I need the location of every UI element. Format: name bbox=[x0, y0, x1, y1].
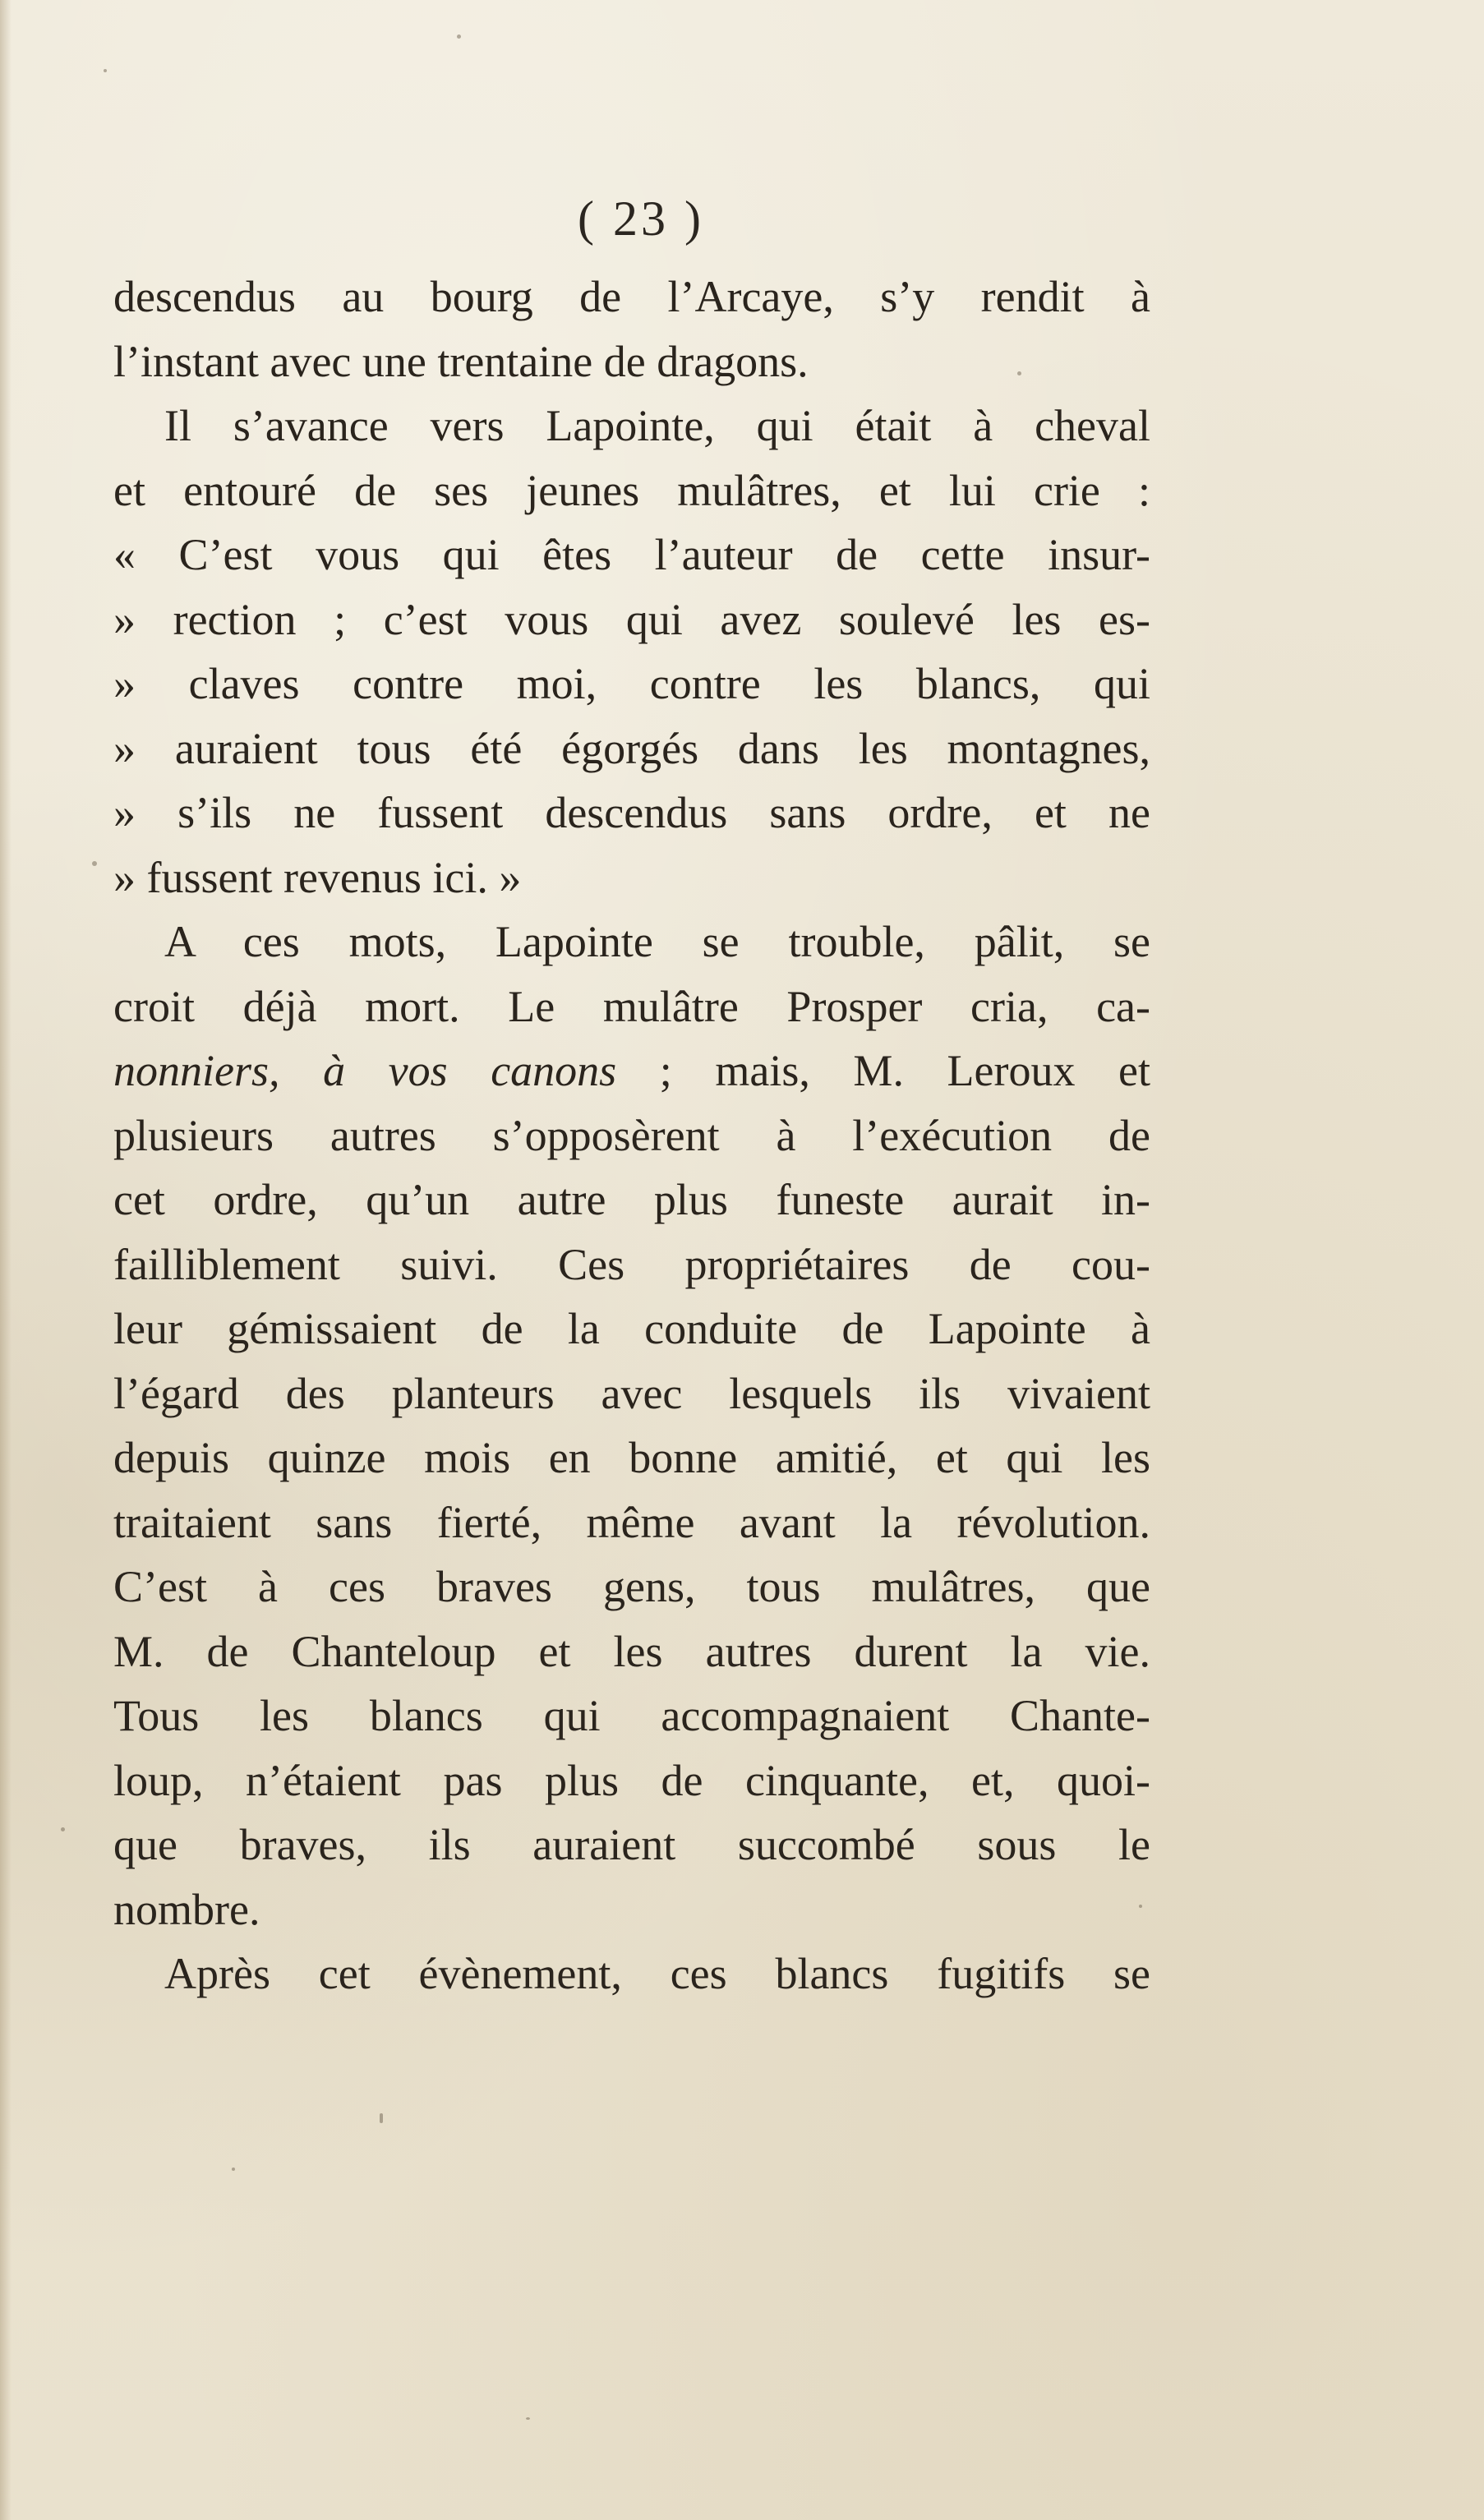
text-line: « C’est vous qui êtes l’auteur de cette insur- bbox=[113, 530, 1150, 579]
text-line: failliblement suivi. Ces propriétaires de cou- bbox=[113, 1239, 1150, 1289]
text-line: Il s’avance vers Lapointe, qui était à cheval bbox=[164, 401, 1150, 450]
text-line: A ces mots, Lapointe se trouble, pâlit, se bbox=[164, 917, 1150, 966]
text-line: croit déjà mort. Le mulâtre Prosper cria, ca- bbox=[113, 981, 1150, 1031]
text-line: Tous les blancs qui accompagnaient Chante- bbox=[113, 1691, 1150, 1740]
text-line: loup, n’étaient pas plus de cinquante, et, quoi- bbox=[113, 1755, 1150, 1805]
text-line: » rection ; c’est vous qui avez soulevé les es- bbox=[113, 594, 1150, 644]
text-line: plusieurs autres s’opposèrent à l’exécution de bbox=[113, 1110, 1150, 1160]
page-edge-shadow bbox=[0, 0, 12, 2520]
text-line: » auraient tous été égorgés dans les montagnes, bbox=[113, 723, 1150, 773]
text-line: M. de Chanteloup et les autres durent la vie. bbox=[113, 1626, 1150, 1676]
text-line: » claves contre moi, contre les blancs, qui bbox=[113, 659, 1150, 708]
text-line: depuis quinze mois en bonne amitié, et qui les bbox=[113, 1433, 1150, 1482]
italic-phrase: nonniers, à vos canons bbox=[113, 1046, 617, 1095]
text-line-italic bbox=[113, 1039, 1150, 1103]
text-line: que braves, ils auraient succombé sous le bbox=[113, 1820, 1150, 1869]
paper-speck bbox=[61, 1827, 65, 1831]
text-line: descendus au bourg de l’Arcaye, s’y rendit à bbox=[113, 272, 1150, 321]
page-number: ( 23 ) bbox=[578, 191, 704, 246]
paper-speck bbox=[232, 2168, 235, 2171]
text-line: nombre. bbox=[113, 1884, 260, 1934]
paper-speck bbox=[1139, 1905, 1142, 1908]
body-text bbox=[113, 265, 1150, 2006]
text-line: C’est à ces braves gens, tous mulâtres, que bbox=[113, 1562, 1150, 1611]
text-line: Après cet évènement, ces blancs fugitifs se bbox=[164, 1949, 1150, 1998]
text-line-rest: ; mais, M. Leroux et bbox=[616, 1046, 1150, 1095]
paper-speck bbox=[1017, 371, 1021, 375]
text-line: cet ordre, qu’un autre plus funeste aurait in- bbox=[113, 1175, 1150, 1224]
paper-speck bbox=[380, 2113, 383, 2123]
paper-speck bbox=[457, 35, 461, 39]
text-line: » fussent revenus ici. » bbox=[113, 852, 522, 902]
paper-speck bbox=[104, 69, 107, 72]
paper-speck bbox=[92, 861, 97, 866]
text-line: et entouré de ses jeunes mulâtres, et lui crie : bbox=[113, 465, 1150, 515]
paper-speck bbox=[526, 2417, 530, 2420]
text-line: » s’ils ne fussent descendus sans ordre, et ne bbox=[113, 788, 1150, 837]
text-line: l’égard des planteurs avec lesquels ils vivaient bbox=[113, 1368, 1150, 1418]
text-line: l’instant avec une trentaine de dragons. bbox=[113, 336, 809, 386]
text-line: traitaient sans fierté, même avant la révolution. bbox=[113, 1497, 1150, 1547]
text-line: leur gémissaient de la conduite de Lapointe à bbox=[113, 1304, 1150, 1353]
